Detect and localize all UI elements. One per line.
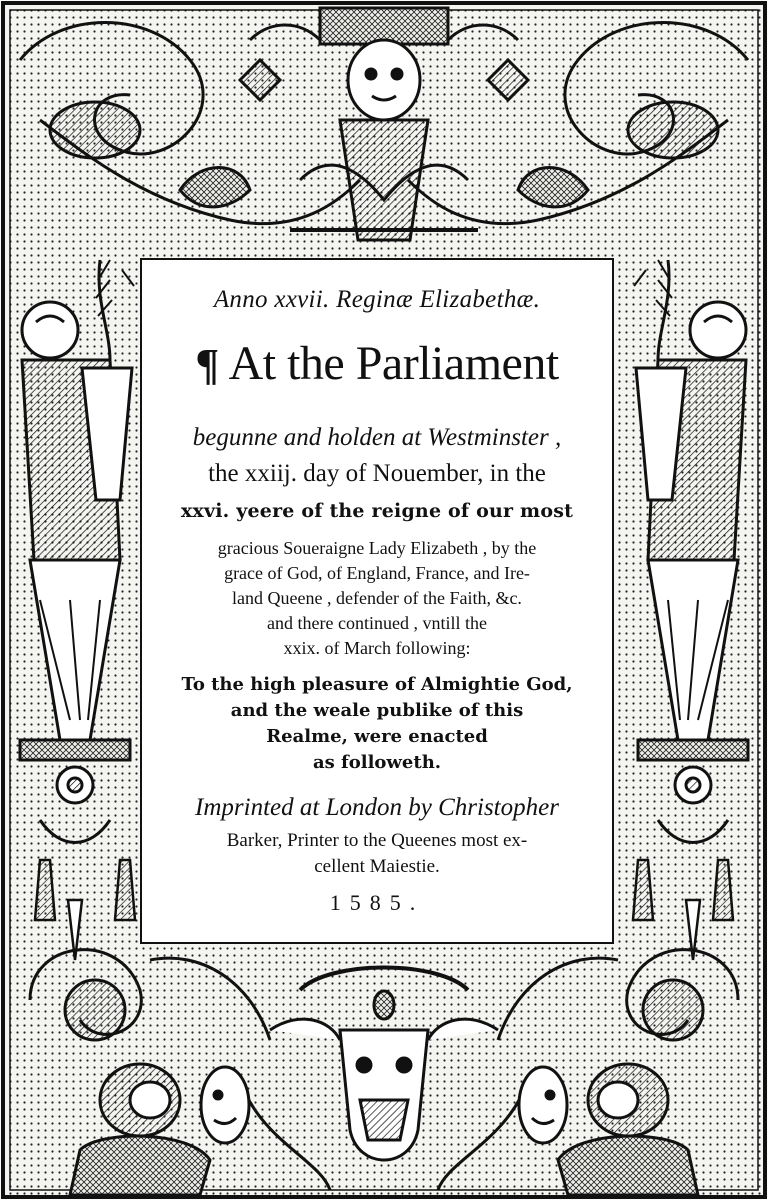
body-line: and there continued , vntill the: [267, 613, 487, 633]
heading-text: At the Parliament: [228, 337, 559, 390]
blackletter-block-line: and the weale publike of this: [230, 700, 524, 721]
main-heading: [142, 336, 612, 391]
caryatid-figure-icon: [12, 250, 134, 843]
body-line: grace of God, of England, France, and Ire-: [224, 563, 530, 583]
blackletter-block-line: To the high pleasure of Almightie God,: [181, 674, 573, 695]
pilcrow-icon: ¶: [195, 340, 219, 389]
printer-line: cellent Maiestie.: [314, 856, 440, 877]
body-line: xxix. of March following:: [283, 638, 471, 658]
blackletter-block-line: Realme, were enacted: [266, 726, 488, 747]
blackletter-block-line: as followeth.: [312, 752, 442, 773]
imprint-line: Imprinted at London by Christopher: [195, 794, 559, 821]
printer-line: Barker, Printer to the Queenes most ex-: [226, 830, 528, 851]
day-line: the xxiij. day of Nouember, in the: [208, 460, 546, 487]
body-line: gracious Soueraigne Lady Elizabeth , by the: [217, 538, 537, 558]
begun-line: begunne and holden at Westminster ,: [192, 424, 562, 451]
caryatid-figure-icon: [634, 250, 756, 843]
title-text-panel: [140, 258, 614, 944]
blackletter-line: xxvi. yeere of the reigne of our most: [180, 500, 574, 522]
publication-year: 1585.: [329, 890, 425, 915]
regnal-year: Anno xxvii. Reginæ Elizabethæ.: [213, 286, 541, 313]
body-line: land Queene , defender of the Faith, &c.: [232, 588, 522, 608]
